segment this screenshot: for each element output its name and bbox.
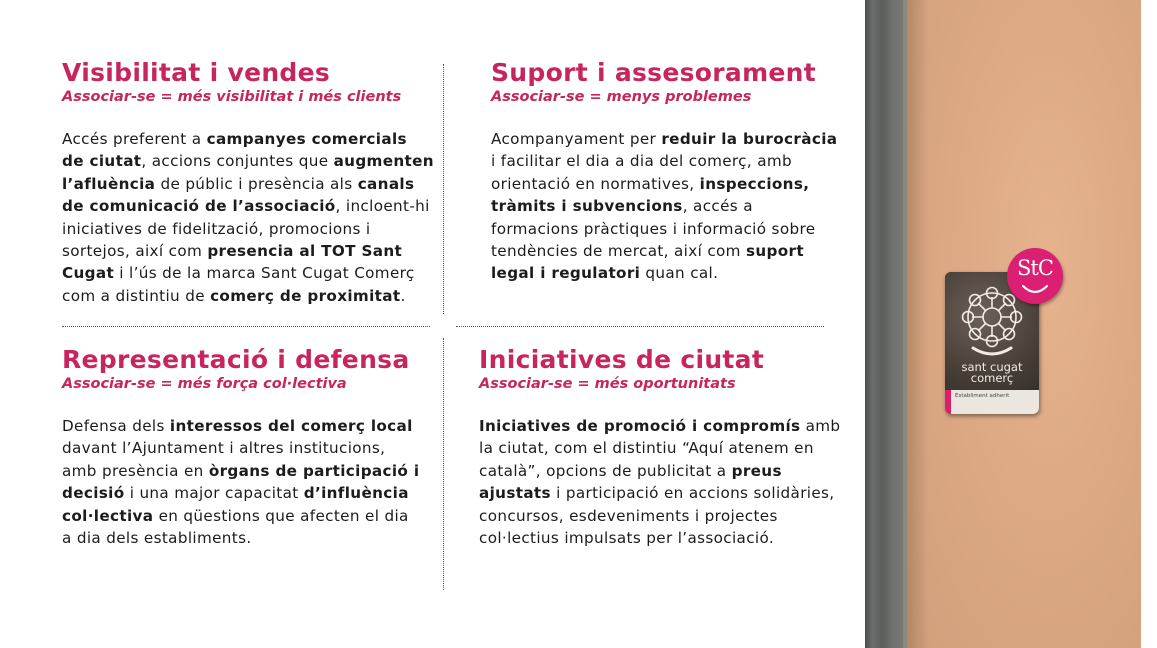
sticker-footer: Establiment adherit — [945, 390, 1039, 414]
body-highlight: Iniciatives de promoció i compromís — [479, 417, 801, 435]
horizontal-divider-left — [62, 326, 430, 327]
section-visibilitat — [62, 58, 434, 307]
section-subtitle: Associar-se = menys problemes — [491, 89, 752, 105]
door-frame — [865, 0, 907, 648]
body-text: quan cal. — [640, 264, 719, 283]
section-subtitle: Associar-se = més força col·lectiva — [62, 376, 347, 392]
horizontal-divider-right — [456, 326, 824, 327]
body-highlight: campanyes comercials de ciutat — [62, 130, 407, 171]
body-highlight: augmenten l’afluència — [62, 152, 434, 193]
section-subtitle: Associar-se = més oportunitats — [479, 376, 736, 392]
body-text: , accés a formacions pràctiques i informació sobre tendències de mercat, així com — [491, 197, 816, 261]
section-title: Iniciatives de ciutat — [479, 345, 765, 374]
stc-badge — [1007, 248, 1063, 304]
body-text: en qüestions que afecten el dia a dia dels establiments. — [62, 506, 409, 548]
section-body — [62, 415, 422, 549]
body-highlight: canals de comunicació de l’associació — [62, 174, 415, 216]
section-body — [62, 128, 434, 307]
body-text: i participació en accions solidàries, concursos, esdeveniments i projectes col·lectius impulsats per l’associació. — [479, 484, 835, 548]
body-text: , incloent-hi iniciatives de fidelització, promocions i sortejos, així com — [62, 197, 430, 261]
body-text: i una major capacitat — [124, 484, 304, 503]
body-text: amb la ciutat, com el distintiu “Aquí atenem en català”, opcions de publicitat a — [479, 417, 841, 480]
body-text: Defensa dels — [62, 417, 170, 435]
section-representacio — [62, 345, 422, 549]
body-highlight: interessos del comerç local — [169, 417, 413, 435]
section-subtitle: Associar-se = més visibilitat i més clients — [62, 89, 402, 105]
stc-logo-text: StC — [1017, 256, 1053, 280]
body-highlight: reduir la burocràcia — [661, 130, 838, 148]
body-highlight: presencia al TOT Sant Cugat — [62, 242, 403, 283]
section-iniciatives — [479, 345, 841, 549]
section-suport — [491, 58, 843, 285]
body-highlight: òrgans de participació i decisió — [62, 461, 420, 503]
storefront-photo — [865, 0, 1141, 648]
sticker-brand: sant cugat comerç — [961, 360, 1023, 385]
section-body — [479, 415, 841, 549]
body-text: i l’ús de la marca Sant Cugat Comerç com a distintiu de — [62, 264, 415, 305]
body-text: i facilitar el dia a dia del comerç, amb orientació en normatives, — [491, 152, 793, 193]
body-highlight: preus ajustats — [479, 461, 782, 503]
section-body — [491, 128, 843, 285]
body-text: . — [400, 286, 406, 305]
section-title: Suport i assesorament — [491, 58, 817, 87]
body-text: davant l’Ajuntament i altres institucions, amb presència en — [62, 439, 386, 480]
body-highlight: inspeccions, tràmits i subvencions — [491, 174, 810, 216]
vertical-divider-top — [443, 64, 444, 314]
body-text: de públic i presència als — [155, 174, 358, 193]
body-text: Accés preferent a — [62, 130, 207, 148]
body-highlight: suport legal i regulatori — [491, 242, 805, 283]
body-text: Acompanyament per — [491, 130, 662, 148]
body-highlight: d’influència col·lectiva — [62, 484, 409, 525]
body-highlight: comerç de proximitat — [210, 286, 401, 305]
smile-icon — [1007, 248, 1063, 304]
vertical-divider-bottom — [443, 338, 444, 590]
body-text: , accions conjuntes que — [141, 152, 334, 171]
section-title: Representació i defensa — [62, 345, 410, 374]
section-title: Visibilitat i vendes — [62, 58, 331, 87]
